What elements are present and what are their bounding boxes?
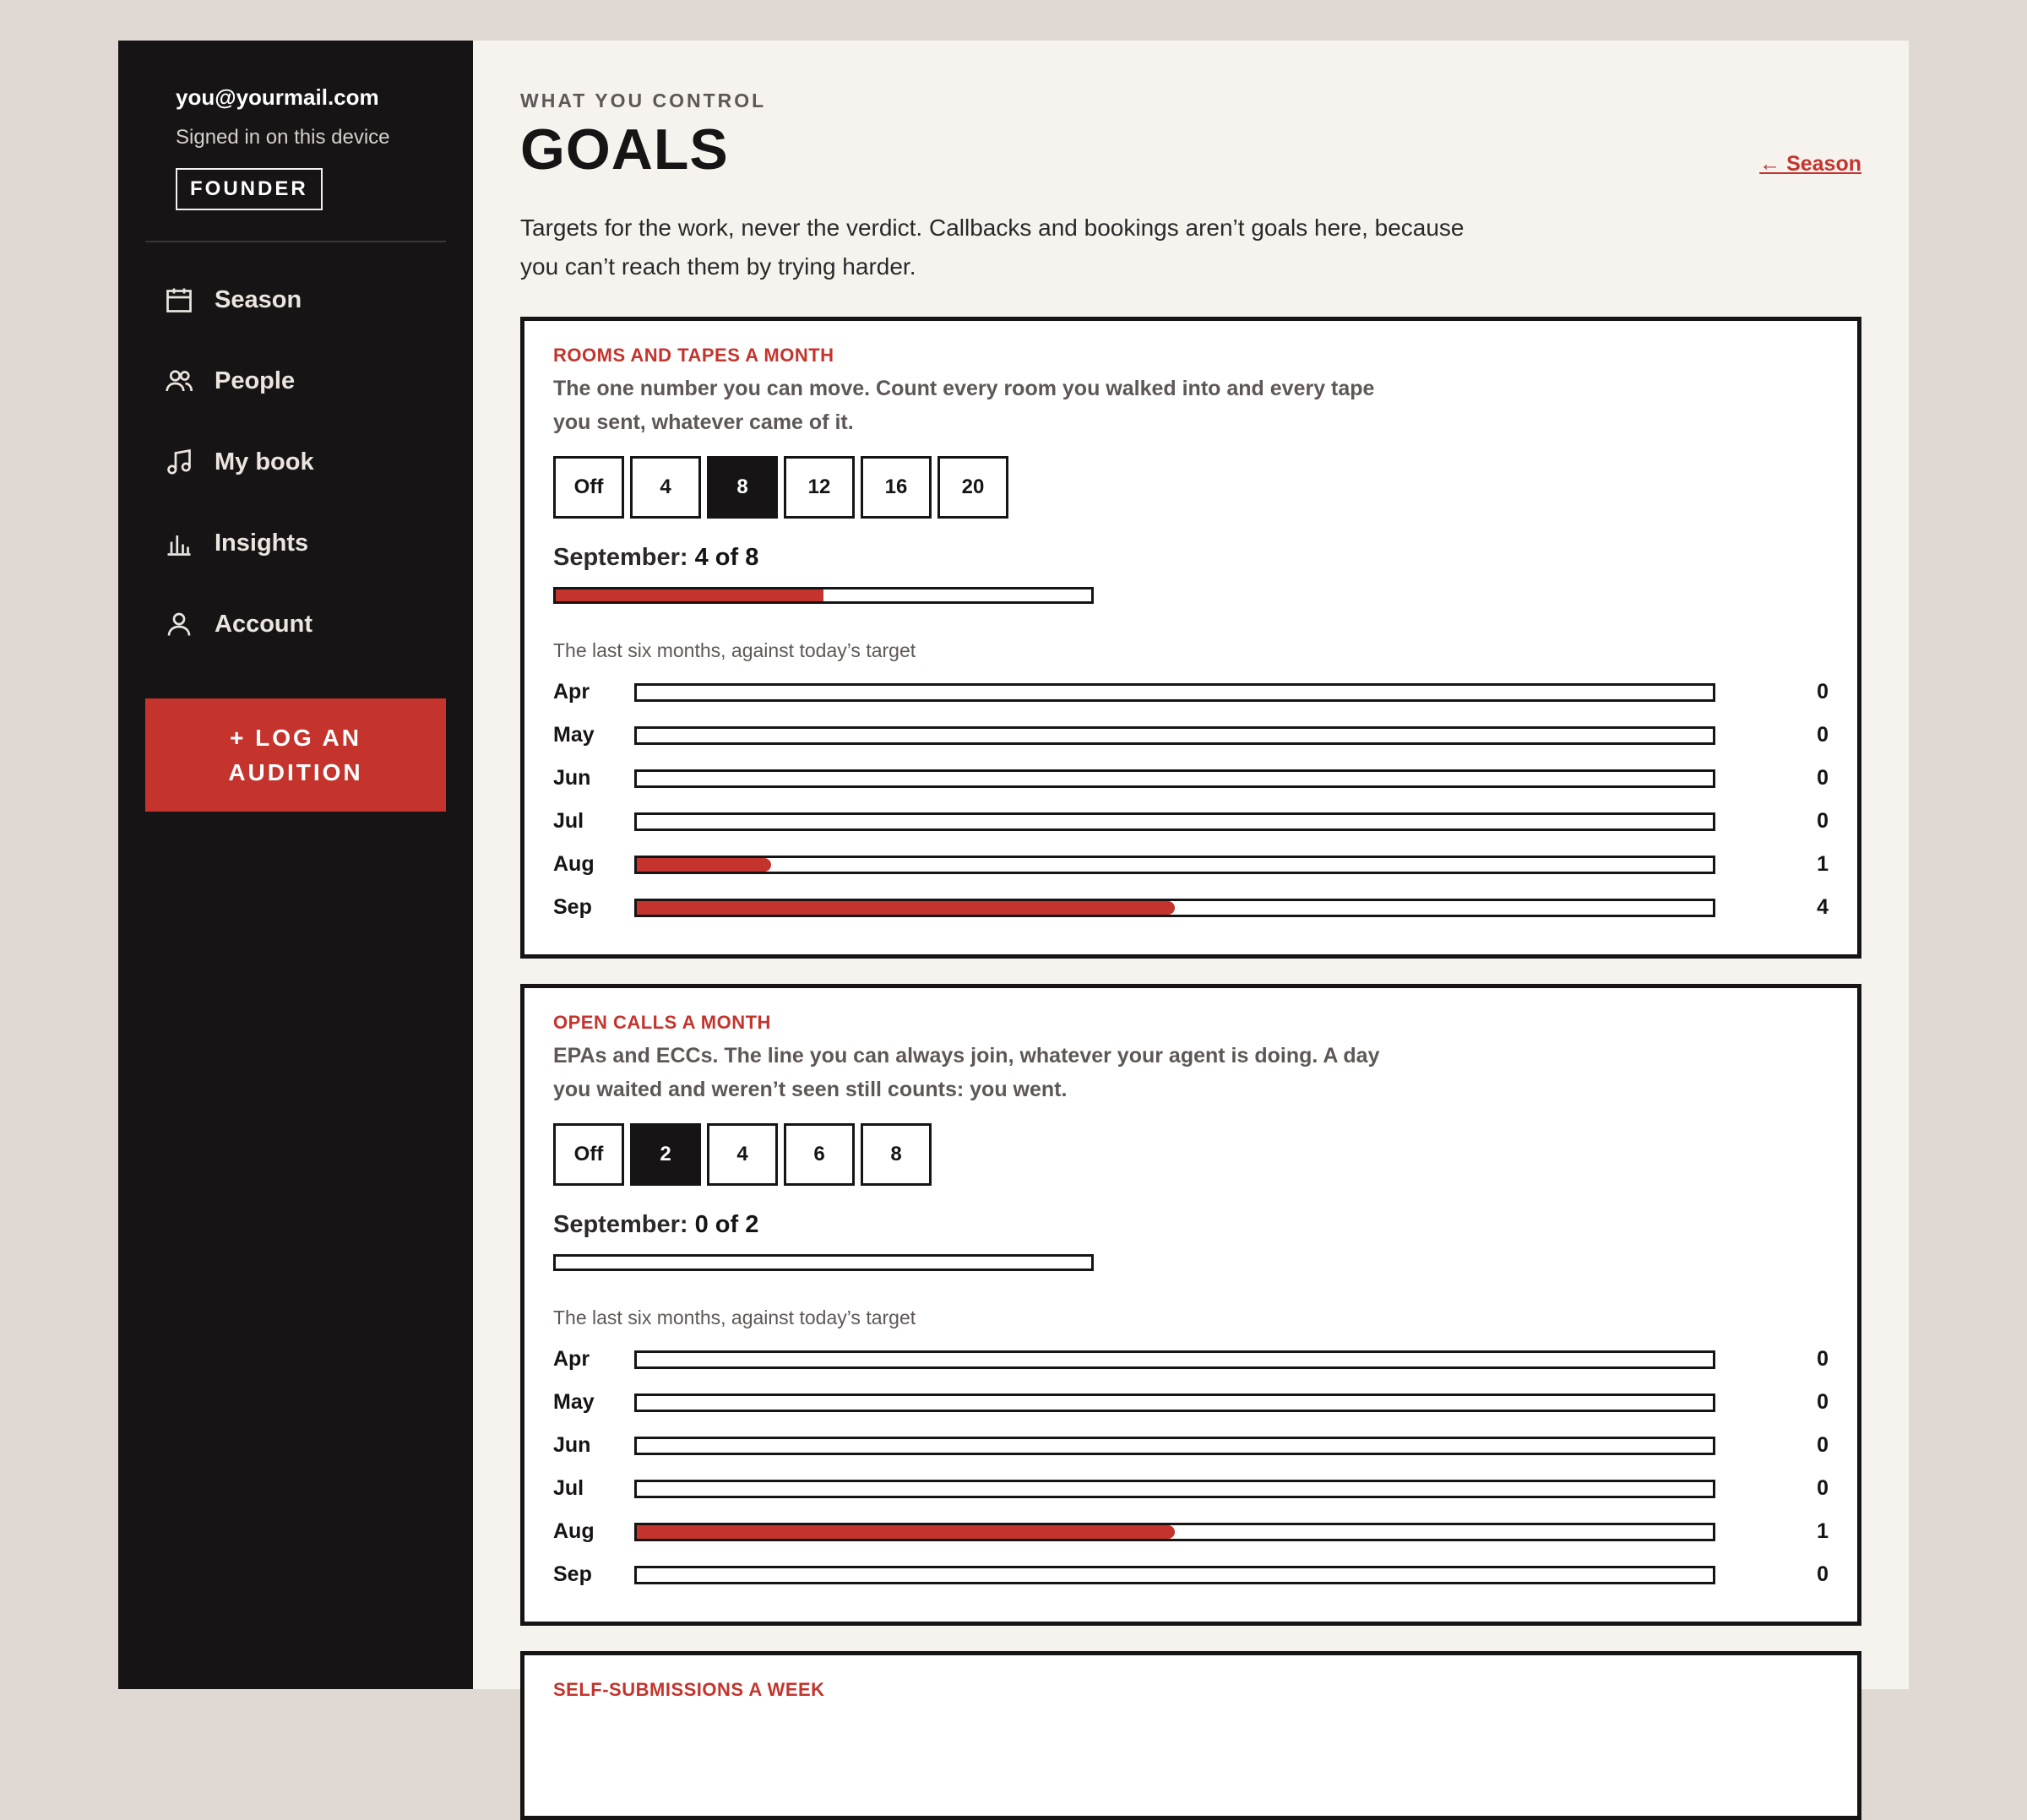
target-option-4[interactable]: 4	[707, 1123, 778, 1186]
history-row	[553, 1553, 1829, 1596]
target-option-12[interactable]: 12	[784, 456, 855, 519]
history-month: Jun	[553, 766, 591, 790]
history-value: 1	[1817, 852, 1829, 876]
sidebar-item-people[interactable]	[145, 340, 446, 421]
page-intro: Targets for the work, never the verdict. Callbacks and bookings aren’t goals here, because you can’t reach them by trying harder.	[520, 215, 1465, 280]
history-bar-fill	[637, 901, 1175, 915]
target-option-4[interactable]: 4	[630, 456, 701, 519]
history-bar	[634, 1394, 1715, 1412]
target-option-20[interactable]: 20	[937, 456, 1008, 519]
history-month: Jul	[553, 1476, 584, 1500]
history-month: Aug	[553, 852, 595, 876]
current-month-label: September:	[553, 1211, 688, 1238]
history-value: 0	[1817, 809, 1829, 833]
history-month: Sep	[553, 1562, 592, 1586]
back-to-season-link[interactable]: ← Season	[1759, 152, 1861, 176]
history-list	[553, 671, 1829, 929]
history-bar	[634, 726, 1715, 745]
history-month: Sep	[553, 895, 592, 919]
sidebar-divider	[145, 241, 446, 242]
log-audition-label: + LOG AN AUDITION	[228, 725, 363, 785]
sidebar-item-insights[interactable]	[145, 503, 446, 584]
bar-chart-icon	[162, 526, 196, 560]
history-row	[553, 800, 1829, 843]
calendar-icon	[162, 283, 196, 317]
history-row	[553, 714, 1829, 757]
history-month: Apr	[553, 680, 590, 704]
sidebar-item-label: Account	[215, 610, 312, 638]
history-bar	[634, 1566, 1715, 1584]
goal-card-open-calls	[520, 984, 1861, 1626]
main-content	[473, 41, 1909, 1700]
current-month-label: September:	[553, 544, 688, 571]
history-caption: The last six months, against today’s target	[553, 1307, 916, 1328]
goal-target-options	[553, 1123, 1829, 1186]
account-email: you@yourmail.com	[176, 84, 379, 110]
history-list	[553, 1338, 1829, 1596]
history-row	[553, 757, 1829, 800]
plan-badge: FOUNDER	[176, 168, 323, 210]
sidebar-item-label: My book	[215, 448, 314, 475]
sidebar-item-my-book[interactable]	[145, 421, 446, 503]
goal-title: SELF-SUBMISSIONS A WEEK	[553, 1679, 825, 1700]
current-progress-bar	[553, 1254, 1094, 1271]
goal-target-options	[553, 456, 1829, 519]
page-eyebrow: WHAT YOU CONTROL	[520, 90, 767, 111]
history-row	[553, 1424, 1829, 1467]
history-month: Aug	[553, 1519, 595, 1543]
current-month-value: 4 of 8	[694, 544, 759, 571]
history-bar	[634, 899, 1715, 917]
music-note-icon	[162, 445, 196, 479]
sidebar-item-label: Season	[215, 285, 302, 313]
sidebar-item-label: Insights	[215, 529, 309, 557]
history-value: 0	[1817, 766, 1829, 790]
current-month-progress	[553, 544, 1829, 572]
history-row	[553, 843, 1829, 886]
history-bar	[634, 812, 1715, 831]
history-bar	[634, 1437, 1715, 1455]
history-month: Jul	[553, 809, 584, 833]
history-value: 1	[1817, 1519, 1829, 1543]
history-value: 0	[1817, 723, 1829, 747]
history-value: 4	[1817, 895, 1829, 919]
target-option-16[interactable]: 16	[861, 456, 932, 519]
target-option-8[interactable]: 8	[861, 1123, 932, 1186]
history-row	[553, 1338, 1829, 1381]
goal-card-self-submissions	[520, 1651, 1861, 1820]
goal-title: ROOMS AND TAPES A MONTH	[553, 345, 834, 366]
current-month-progress	[553, 1211, 1829, 1239]
history-value: 0	[1817, 1433, 1829, 1457]
user-icon	[162, 607, 196, 641]
target-option-2[interactable]: 2	[630, 1123, 701, 1186]
people-icon	[162, 364, 196, 398]
goal-title: OPEN CALLS A MONTH	[553, 1012, 771, 1033]
target-option-off[interactable]: Off	[553, 1123, 624, 1186]
sidebar-nav	[145, 259, 446, 665]
sidebar-item-label: People	[215, 367, 296, 394]
target-option-8[interactable]: 8	[707, 456, 778, 519]
history-month: May	[553, 1390, 595, 1414]
history-bar-fill	[637, 1525, 1175, 1539]
signed-in-status: Signed in on this device	[176, 126, 390, 149]
history-value: 0	[1817, 1390, 1829, 1414]
history-month: Apr	[553, 1347, 590, 1371]
history-month: Jun	[553, 1433, 591, 1457]
history-value: 0	[1817, 680, 1829, 704]
app-window	[118, 41, 1909, 1700]
history-row	[553, 1381, 1829, 1424]
history-row	[553, 1467, 1829, 1510]
history-bar	[634, 1350, 1715, 1369]
history-value: 0	[1817, 1347, 1829, 1371]
history-value: 0	[1817, 1562, 1829, 1586]
goal-card-rooms-tapes	[520, 317, 1861, 959]
target-option-off[interactable]: Off	[553, 456, 624, 519]
history-row	[553, 886, 1829, 929]
target-option-6[interactable]: 6	[784, 1123, 855, 1186]
sidebar-item-account[interactable]	[145, 584, 446, 665]
goal-description: The one number you can move. Count every room you walked into and every tape you sent, whatever came of it.	[553, 377, 1375, 434]
page-title: GOALS	[520, 117, 729, 182]
sidebar-item-season[interactable]	[145, 259, 446, 340]
goal-description: EPAs and ECCs. The line you can always join, whatever your agent is doing. A day you waited and weren’t seen still counts: you went.	[553, 1044, 1380, 1101]
history-row	[553, 671, 1829, 714]
history-bar	[634, 1480, 1715, 1498]
history-bar	[634, 769, 1715, 788]
history-month: May	[553, 723, 595, 747]
current-progress-bar	[553, 587, 1094, 604]
sidebar	[118, 41, 473, 1689]
history-bar	[634, 856, 1715, 874]
history-caption: The last six months, against today’s target	[553, 639, 916, 661]
current-progress-fill	[556, 589, 823, 601]
history-bar-fill	[637, 858, 771, 872]
history-row	[553, 1510, 1829, 1553]
current-month-value: 0 of 2	[694, 1211, 759, 1238]
history-bar	[634, 1523, 1715, 1541]
log-audition-button[interactable]	[145, 698, 446, 812]
history-value: 0	[1817, 1476, 1829, 1500]
history-bar	[634, 683, 1715, 702]
